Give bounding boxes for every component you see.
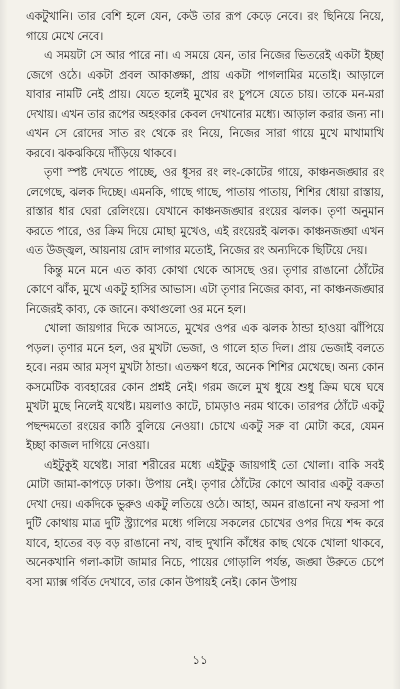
- paragraph: কিন্তু মনে মনে এত কাব্য কোথা থেকে আসছে ওর। তৃণার রাঙানো ঠোঁটের কোণে ঝাঁক, মুখে একটু হাসির আভাস। এটা তৃণার নিজের কাব্য, না কাঞ্চনজঙ্ঘার নিজেরই কাব্য, কে জানে। কথাগুলো ওর মনে হল।: [26, 263, 384, 316]
- paragraph: খোলা জায়গার দিকে আসতে, মুখের ওপর এক ঝলক ঠান্ডা হাওয়া ঝাঁপিয়ে পড়ল। তৃণার মনে হল, ওর মুখটা ভেজা, ও গালে হাত দিল। প্রায় ভেজাই বলতে হবে। নরম আর মসৃণ মুখটা ঠান্ডা। এতক্ষণ ধরে, অনেক শিশির মেখেছে। অন্য কোন কসমেটিক ব্যবহারের কোন প্রশ্নই নেই। গরম জলে মুখ ধুয়ে শুধু ক্রিম ঘষে ঘষে মুখটা মুছে নিলেই যথেষ্ট। ময়লাও কাটে, চামড়াও নরম থাকে। তারপর ঠোঁটে একটু পছন্দমতো রংয়ের কাঠি বুলিয়ে নেওয়া। চোখে একটু সরু বা মোটা করে, যেমন ইচ্ছা কাজল দাগিয়ে নেওয়া।: [26, 322, 384, 452]
- page-edge-shadow-left: [0, 0, 8, 689]
- paragraph: এইটুকুই যথেষ্ট। সারা শরীরের মধ্যে এইটুকু জায়গাই তো খোলা। বাকি সবই মোটা জামা-কাপড়ে ঢাকা। উপায় নেই। তৃণার ঠোঁটের কোণে আবার একটু বক্রতা দেখা দেয়। একদিকে ভুরুও একটু লতিয়ে ওঠে। আহা, অমন রাঙানো নখ ফরসা পা দুটি কোথায় মাত্র দুটি স্ট্র্যাপের মধ্যে গলিয়ে সকলের চোখের ওপর দিয়ে শব্দ করে যাবে, হাতের বড় বড় রাঙানো নখ, বাহু দুখানি কাঁধের কাছ থেকে খোলা থাকবে, অনেকখানি গলা-কাটা জামার নিচে, পায়ের গোড়ালি পর্যন্ত, জঙ্ঘা উরুতে চেপে বসা ম্যাক্স গর্বিত দেখাবে, তার কোন উপায়ই নেই। কোন উপায়: [26, 458, 384, 589]
- paragraph: তৃণা স্পষ্ট দেখতে পাচ্ছে, ওর ধূসর রং লং-কোটের গায়ে, কাঞ্চনজঙ্ঘার রং লেগেছে, ঝলক দিচ্ছে। এমনকি, গাছে গাছে, পাতায় পাতায়, শিশির ধোয়া রাস্তায়, রাস্তার ধার ঘেরা রেলিংয়ে। যেখানে কাঞ্চনজঙ্ঘার রংয়ের ঝলক। তৃণা অনুমান করতে পারে, ওর ক্রিম দিয়ে মোছা মুখেও, এই রংয়েরই ঝলক। কাঞ্চনজঙ্ঘা এখন এত উজ্জ্বল, আয়নায় রোদ লাগার মতোই, নিজের রং অন্যদিকে ছিটিয়ে দেয়।: [26, 166, 384, 257]
- page-body-text: [26, 7, 384, 639]
- paragraph: একটুখানি। তার বেশি হলে যেন, কেউ তার রূপ কেড়ে নেবে। রং ছিনিয়ে নিয়ে, গায়ে মেখে নেবে।: [26, 10, 384, 43]
- page-edge-shadow-right: [392, 0, 400, 689]
- page-number: ১১: [192, 653, 208, 667]
- paragraph: এ সময়টা সে আর পারে না। এ সময়ে যেন, তার নিজের ভিতরেই একটা ইচ্ছা জেগে ওঠে। একটা প্রবল আকাঙ্ক্ষা, প্রায় একটা পাগলামির মতোই। আড়ালে যাবার নামটি নেই প্রায়। যেতে হলেই মুখের রং চুপসে যেতে চায়। তাকে মন-মরা দেখায়। এখন তার রূপের অহংকার কেবল দেখানোর মধ্যে। আড়াল করার জন্য না। এখন সে রোদের সাত রং থেকে রং নিয়ে, নিজের সারা গায়ে মুখে মাখামাখি করবে। ঝকঝকিয়ে দাঁড়িয়ে থাকবে।: [26, 49, 384, 160]
